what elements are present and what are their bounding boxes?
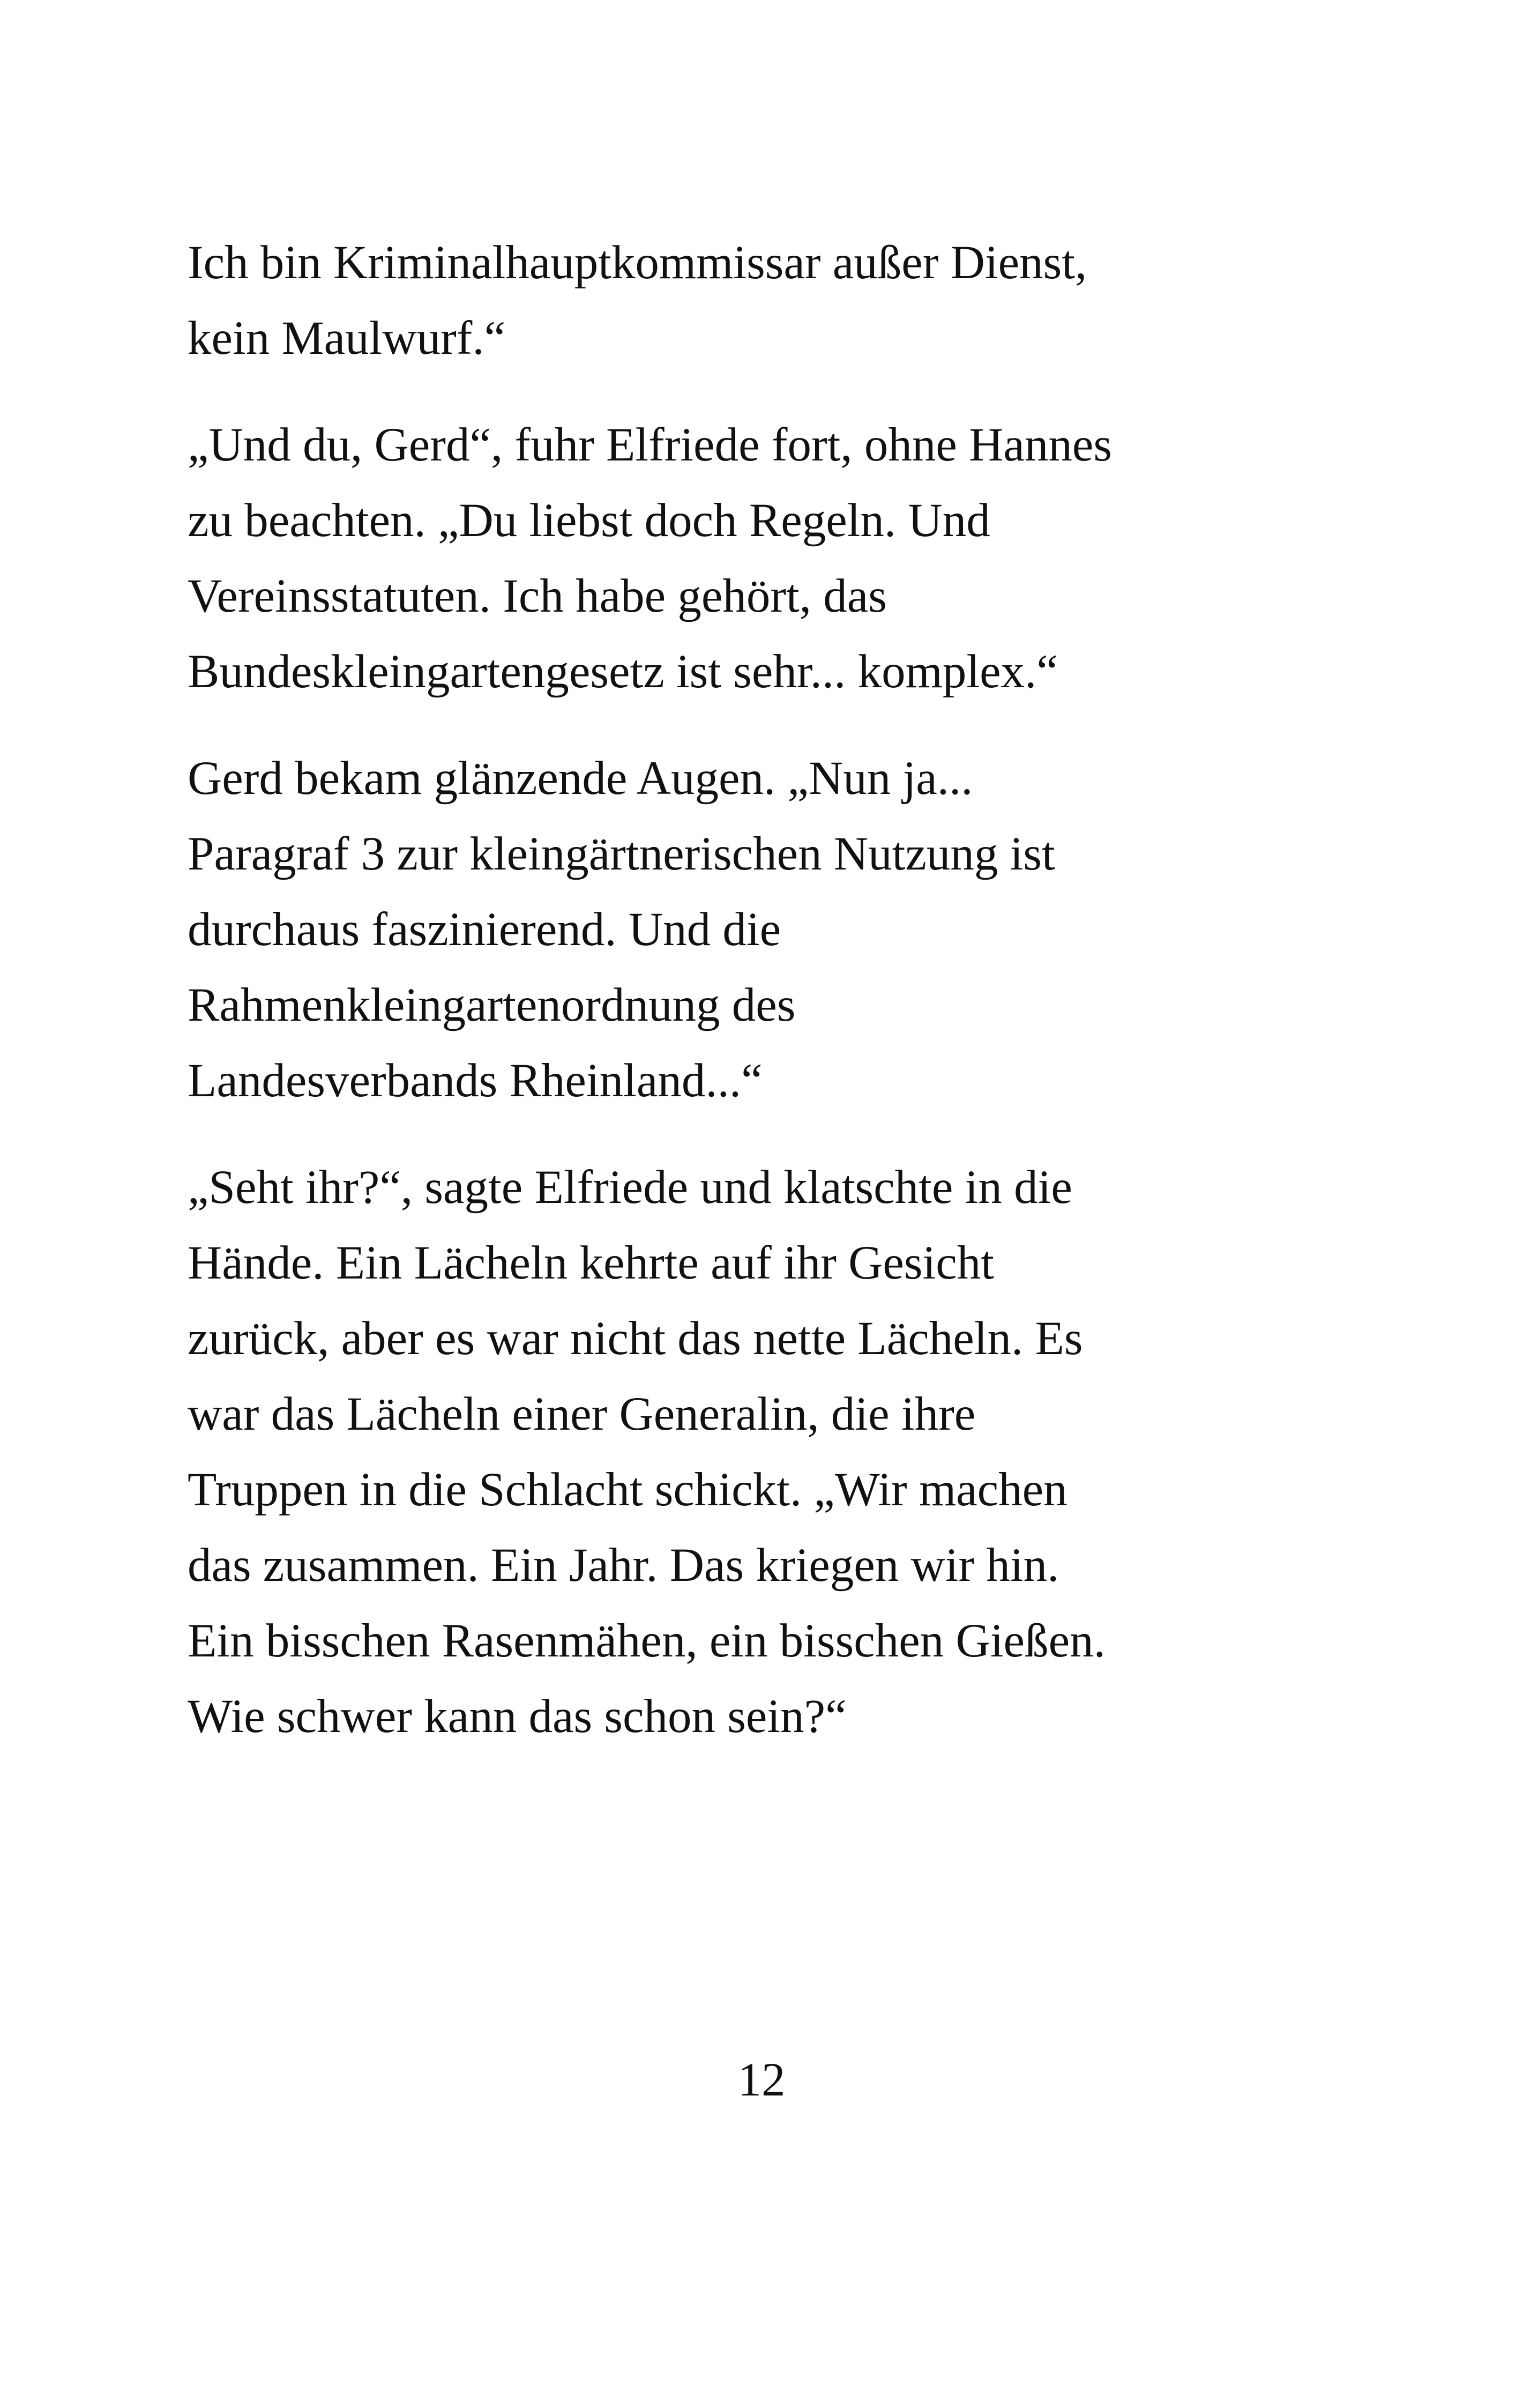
text-line: Paragraf 3 zur kleingärtnerischen Nutzung ist [188, 828, 1055, 880]
paragraph-1 [188, 225, 1281, 376]
paragraph-4 [188, 1150, 1281, 1755]
paragraph-spacer [188, 376, 1281, 407]
body-text [188, 225, 1281, 1755]
paragraph-3 [188, 741, 1281, 1119]
text-line: „Seht ihr?“, sagte Elfriede und klatschte in die [188, 1161, 1072, 1214]
text-line: das zusammen. Ein Jahr. Das kriegen wir hin. [188, 1539, 1059, 1592]
text-line: Vereinsstatuten. Ich habe gehört, das [188, 570, 887, 622]
text-line: Hände. Ein Lächeln kehrte auf ihr Gesicht [188, 1237, 994, 1289]
page-number: 12 [737, 2054, 786, 2106]
text-line: Ein bisschen Rasenmähen, ein bisschen Gießen. [188, 1615, 1106, 1667]
text-line: Landesverbands Rheinland...“ [188, 1054, 763, 1107]
text-line: durchaus faszinierend. Und die [188, 903, 781, 956]
text-line: zurück, aber es war nicht das nette Lächeln. Es [188, 1312, 1083, 1365]
text-line: Rahmenkleingartenordnung des [188, 979, 796, 1031]
text-line: Ich bin Kriminalhauptkommissar außer Dienst, [188, 236, 1087, 289]
text-line: zu beachten. „Du liebst doch Regeln. Und [188, 494, 990, 547]
paragraph-spacer [188, 1119, 1281, 1150]
text-line: Gerd bekam glänzende Augen. „Nun ja... [188, 752, 973, 805]
paragraph-2 [188, 407, 1281, 710]
text-line: kein Maulwurf.“ [188, 312, 506, 365]
text-line: Wie schwer kann das schon sein?“ [188, 1690, 847, 1743]
text-line: Bundeskleingartengesetz ist sehr... komplex.“ [188, 645, 1058, 698]
text-line: Truppen in die Schlacht schickt. „Wir machen [188, 1463, 1067, 1516]
paragraph-spacer [188, 710, 1281, 741]
text-line: „Und du, Gerd“, fuhr Elfriede fort, ohne Hannes [188, 419, 1112, 471]
text-line: war das Lächeln einer Generalin, die ihre [188, 1388, 976, 1440]
